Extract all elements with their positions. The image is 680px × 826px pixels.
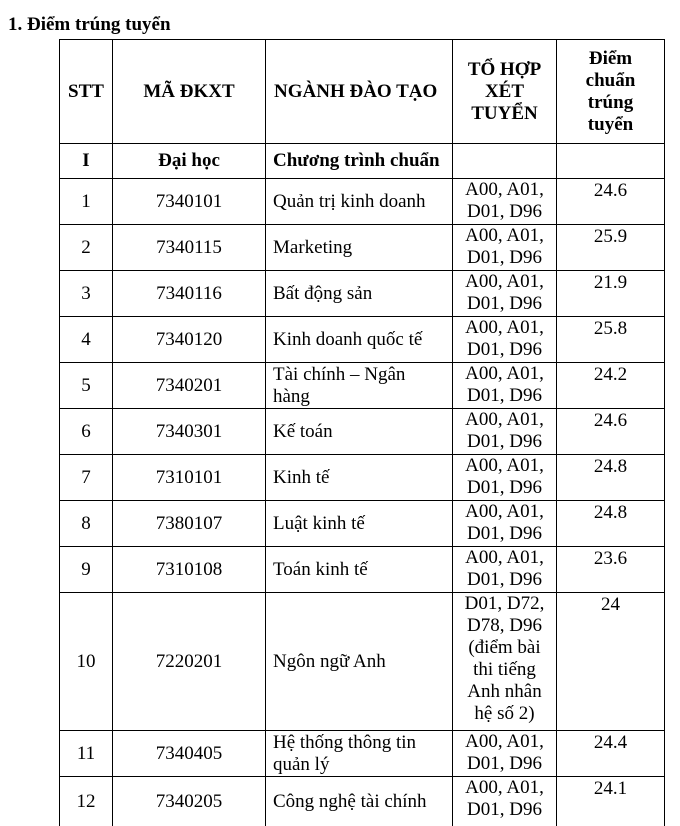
cell-nganh bbox=[266, 547, 453, 593]
cell-tohop-line: A00, A01, bbox=[453, 179, 556, 201]
cell-tohop bbox=[453, 455, 557, 501]
table-row bbox=[60, 455, 665, 501]
cell-stt: 6 bbox=[60, 409, 113, 455]
cell-nganh bbox=[266, 179, 453, 225]
cell-nganh-line: Công nghệ tài chính bbox=[273, 791, 452, 813]
cell-tohop-line: D01, D96 bbox=[453, 339, 556, 361]
cell-nganh bbox=[266, 731, 453, 777]
cell-nganh-line: Tài chính – Ngân bbox=[273, 364, 452, 386]
cell-stt: 8 bbox=[60, 501, 113, 547]
cell-tohop-line: D01, D96 bbox=[453, 523, 556, 545]
cell-tohop-line: A00, A01, bbox=[453, 271, 556, 293]
cell-stt: 10 bbox=[60, 593, 113, 731]
table-row bbox=[60, 225, 665, 271]
cell-diem: 21.9 bbox=[557, 271, 665, 317]
cell-tohop-line: A00, A01, bbox=[453, 731, 556, 753]
cell-nganh bbox=[266, 225, 453, 271]
cell-stt: 3 bbox=[60, 271, 113, 317]
cell-tohop-line: A00, A01, bbox=[453, 455, 556, 477]
cell-tohop-line: D01, D96 bbox=[453, 753, 556, 775]
cell-tohop-line: D01, D96 bbox=[453, 569, 556, 591]
cell-tohop-line: hệ số 2) bbox=[453, 703, 556, 725]
cell-ma: 7380107 bbox=[113, 501, 266, 547]
cell-tohop bbox=[453, 409, 557, 455]
cell-tohop-line: D01, D96 bbox=[453, 247, 556, 269]
cell-ma: 7340116 bbox=[113, 271, 266, 317]
cell-nganh bbox=[266, 501, 453, 547]
cell-stt: 5 bbox=[60, 363, 113, 409]
cell-diem: 24.8 bbox=[557, 455, 665, 501]
cell-tohop bbox=[453, 547, 557, 593]
cell-ma: 7340405 bbox=[113, 731, 266, 777]
section-empty-cell bbox=[557, 144, 665, 179]
admission-score-table bbox=[59, 39, 665, 826]
cell-stt: 11 bbox=[60, 731, 113, 777]
header-tohop bbox=[453, 40, 557, 144]
cell-tohop-line: A00, A01, bbox=[453, 777, 556, 799]
cell-nganh-line: quản lý bbox=[273, 754, 452, 776]
cell-tohop bbox=[453, 179, 557, 225]
cell-diem: 23.6 bbox=[557, 547, 665, 593]
cell-diem: 24.6 bbox=[557, 179, 665, 225]
cell-nganh-line: Bất động sản bbox=[273, 283, 452, 305]
cell-diem: 24.6 bbox=[557, 409, 665, 455]
cell-tohop-line: D01, D96 bbox=[453, 385, 556, 407]
cell-tohop bbox=[453, 731, 557, 777]
table-row bbox=[60, 777, 665, 826]
header-stt: STT bbox=[60, 40, 113, 144]
cell-ma: 7340205 bbox=[113, 777, 266, 826]
section-stt: I bbox=[60, 144, 113, 179]
cell-nganh bbox=[266, 455, 453, 501]
table-row bbox=[60, 547, 665, 593]
header-diem-line: Điểm bbox=[557, 48, 664, 70]
cell-ma: 7220201 bbox=[113, 593, 266, 731]
cell-nganh bbox=[266, 593, 453, 731]
header-tohop-line: TỔ HỢP bbox=[453, 59, 556, 81]
header-diem bbox=[557, 40, 665, 144]
cell-nganh bbox=[266, 777, 453, 826]
cell-diem: 24.1 bbox=[557, 777, 665, 826]
table-row bbox=[60, 179, 665, 225]
section-heading: 1. Điểm trúng tuyển bbox=[8, 14, 171, 36]
table-header-row bbox=[60, 40, 665, 144]
cell-stt: 1 bbox=[60, 179, 113, 225]
section-program: Chương trình chuẩn bbox=[266, 144, 453, 179]
cell-tohop-line: A00, A01, bbox=[453, 501, 556, 523]
table-row bbox=[60, 271, 665, 317]
cell-ma: 7340120 bbox=[113, 317, 266, 363]
cell-stt: 4 bbox=[60, 317, 113, 363]
cell-ma: 7340301 bbox=[113, 409, 266, 455]
cell-ma: 7310101 bbox=[113, 455, 266, 501]
cell-tohop bbox=[453, 593, 557, 731]
cell-tohop-line: D01, D96 bbox=[453, 799, 556, 821]
table-row bbox=[60, 409, 665, 455]
header-diem-line: tuyển bbox=[557, 114, 664, 136]
cell-tohop-line: A00, A01, bbox=[453, 225, 556, 247]
cell-tohop-line: D01, D96 bbox=[453, 431, 556, 453]
cell-nganh-line: Marketing bbox=[273, 237, 452, 259]
cell-ma: 7340115 bbox=[113, 225, 266, 271]
table-row bbox=[60, 731, 665, 777]
header-tohop-line: XÉT bbox=[453, 81, 556, 103]
cell-tohop bbox=[453, 225, 557, 271]
cell-tohop-line: A00, A01, bbox=[453, 317, 556, 339]
table-row bbox=[60, 501, 665, 547]
cell-diem: 25.9 bbox=[557, 225, 665, 271]
cell-nganh bbox=[266, 409, 453, 455]
cell-ma: 7340101 bbox=[113, 179, 266, 225]
cell-nganh-line: Quản trị kinh doanh bbox=[273, 191, 452, 213]
cell-tohop-line: Anh nhân bbox=[453, 681, 556, 703]
cell-tohop-line: D01, D96 bbox=[453, 201, 556, 223]
cell-stt: 9 bbox=[60, 547, 113, 593]
cell-stt: 7 bbox=[60, 455, 113, 501]
header-nganh: NGÀNH ĐÀO TẠO bbox=[266, 40, 453, 144]
cell-tohop bbox=[453, 271, 557, 317]
cell-stt: 12 bbox=[60, 777, 113, 826]
cell-tohop-line: A00, A01, bbox=[453, 409, 556, 431]
cell-nganh-line: Toán kinh tế bbox=[273, 559, 452, 581]
cell-diem: 24.8 bbox=[557, 501, 665, 547]
cell-tohop bbox=[453, 501, 557, 547]
cell-tohop bbox=[453, 777, 557, 826]
cell-tohop bbox=[453, 363, 557, 409]
cell-nganh bbox=[266, 271, 453, 317]
cell-nganh-line: Kế toán bbox=[273, 421, 452, 443]
cell-diem: 24.4 bbox=[557, 731, 665, 777]
cell-nganh-line: Kinh tế bbox=[273, 467, 452, 489]
cell-tohop-line: D78, D96 bbox=[453, 615, 556, 637]
cell-tohop-line: D01, D72, bbox=[453, 593, 556, 615]
section-row bbox=[60, 144, 665, 179]
section-level: Đại học bbox=[113, 144, 266, 179]
cell-tohop-line: D01, D96 bbox=[453, 293, 556, 315]
header-ma: MÃ ĐKXT bbox=[113, 40, 266, 144]
table-row bbox=[60, 593, 665, 731]
cell-stt: 2 bbox=[60, 225, 113, 271]
header-diem-line: chuẩn bbox=[557, 70, 664, 92]
section-empty-cell bbox=[453, 144, 557, 179]
cell-tohop-line: (điểm bài bbox=[453, 637, 556, 659]
cell-tohop-line: thi tiếng bbox=[453, 659, 556, 681]
cell-ma: 7310108 bbox=[113, 547, 266, 593]
cell-nganh-line: Luật kinh tế bbox=[273, 513, 452, 535]
cell-nganh-line: Hệ thống thông tin bbox=[273, 732, 452, 754]
cell-diem: 24 bbox=[557, 593, 665, 731]
cell-diem: 25.8 bbox=[557, 317, 665, 363]
cell-tohop-line: D01, D96 bbox=[453, 477, 556, 499]
table-row bbox=[60, 363, 665, 409]
cell-diem: 24.2 bbox=[557, 363, 665, 409]
cell-nganh-line: hàng bbox=[273, 386, 452, 408]
header-diem-line: trúng bbox=[557, 92, 664, 114]
cell-nganh-line: Kinh doanh quốc tế bbox=[273, 329, 452, 351]
cell-ma: 7340201 bbox=[113, 363, 266, 409]
header-tohop-line: TUYỂN bbox=[453, 103, 556, 125]
cell-nganh-line: Ngôn ngữ Anh bbox=[273, 651, 452, 673]
cell-tohop bbox=[453, 317, 557, 363]
table-row bbox=[60, 317, 665, 363]
cell-tohop-line: A00, A01, bbox=[453, 363, 556, 385]
cell-nganh bbox=[266, 317, 453, 363]
cell-nganh bbox=[266, 363, 453, 409]
cell-tohop-line: A00, A01, bbox=[453, 547, 556, 569]
